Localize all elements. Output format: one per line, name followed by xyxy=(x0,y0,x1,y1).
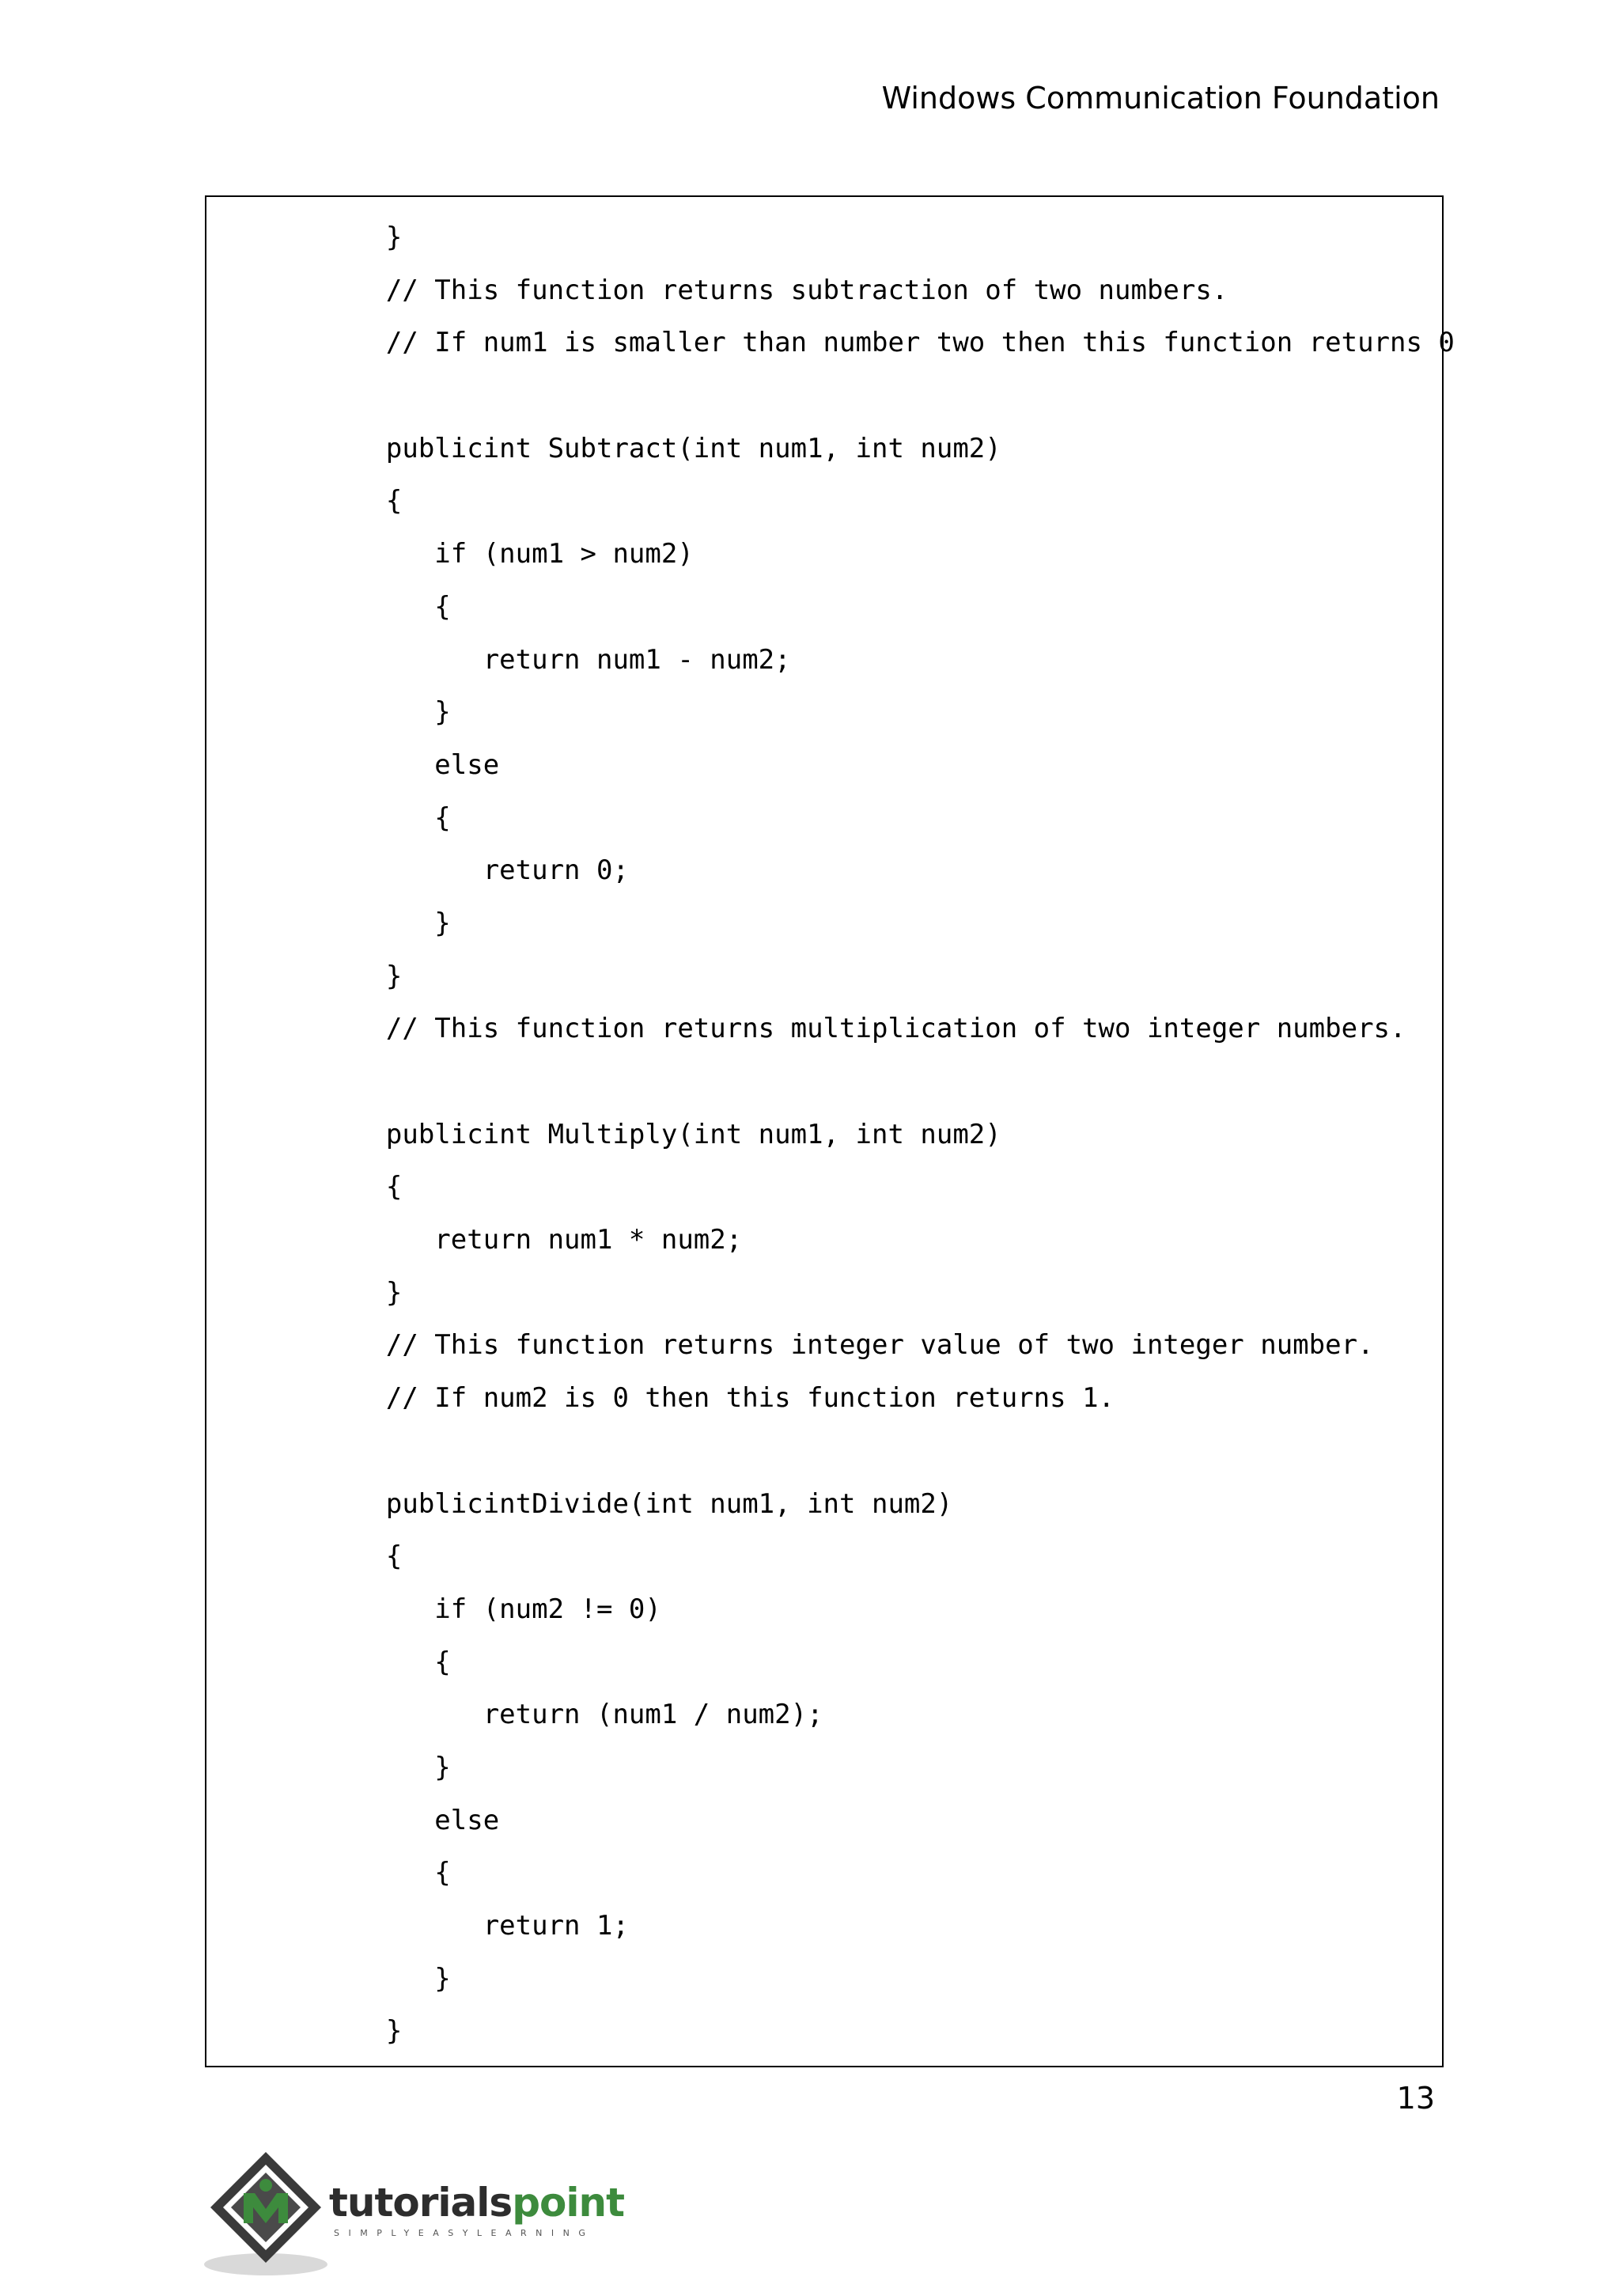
code-line xyxy=(321,1055,1455,1108)
code-line: return 1; xyxy=(321,1910,629,1942)
code-line: { xyxy=(321,1646,451,1678)
code-line: { xyxy=(321,485,403,517)
code-line: if (num1 > num2) xyxy=(321,538,694,570)
code-line: return num1 - num2; xyxy=(321,643,791,676)
code-line: } xyxy=(321,1751,451,1783)
code-line: if (num2 != 0) xyxy=(321,1593,661,1625)
code-line: // This function returns integer value of two integer number. xyxy=(321,1329,1374,1362)
code-line: // This function returns multiplication of two integer numbers. xyxy=(321,1013,1406,1045)
code-line: } xyxy=(321,2015,403,2048)
logo-wordmark xyxy=(329,2179,624,2226)
code-line: } xyxy=(321,1962,451,1995)
code-lines xyxy=(321,211,1455,2058)
code-line: { xyxy=(321,1540,403,1573)
code-line: } xyxy=(321,222,403,253)
code-line: } xyxy=(321,907,451,939)
running-header: Windows Communication Foundation xyxy=(881,81,1440,116)
code-line: publicintDivide(int num1, int num2) xyxy=(321,1487,953,1520)
tutorialspoint-logo xyxy=(202,2146,645,2296)
code-line: // This function returns subtraction of two numbers. xyxy=(321,274,1228,306)
logo-wordmark-part1: tutorials xyxy=(329,2180,513,2226)
code-line: { xyxy=(321,1171,403,1203)
code-line: publicint Subtract(int num1, int num2) xyxy=(321,432,1001,464)
code-line: } xyxy=(321,1276,403,1309)
code-block xyxy=(205,195,1455,2067)
code-line xyxy=(321,1425,1455,1478)
code-line: return num1 * num2; xyxy=(321,1224,743,1256)
code-line: } xyxy=(321,960,403,992)
code-line xyxy=(321,369,1455,422)
code-line: } xyxy=(321,696,451,729)
code-line: else xyxy=(321,748,500,781)
code-line: publicint Multiply(int num1, int num2) xyxy=(321,1118,1001,1150)
code-line: // If num1 is smaller than number two then this function returns 0 xyxy=(321,327,1455,359)
code-line: { xyxy=(321,801,451,834)
code-line: { xyxy=(321,1857,451,1889)
code-line: { xyxy=(321,590,451,623)
logo-wordmark-part2: point xyxy=(512,2180,624,2226)
code-line: return (num1 / num2); xyxy=(321,1699,823,1731)
page-number: 13 xyxy=(1396,2081,1435,2116)
logo-tagline: SIMPLYEASYLEARNING xyxy=(334,2228,595,2238)
code-line: return 0; xyxy=(321,854,629,887)
code-line: // If num2 is 0 then this function returns 1. xyxy=(321,1382,1115,1415)
code-line: else xyxy=(321,1804,500,1836)
